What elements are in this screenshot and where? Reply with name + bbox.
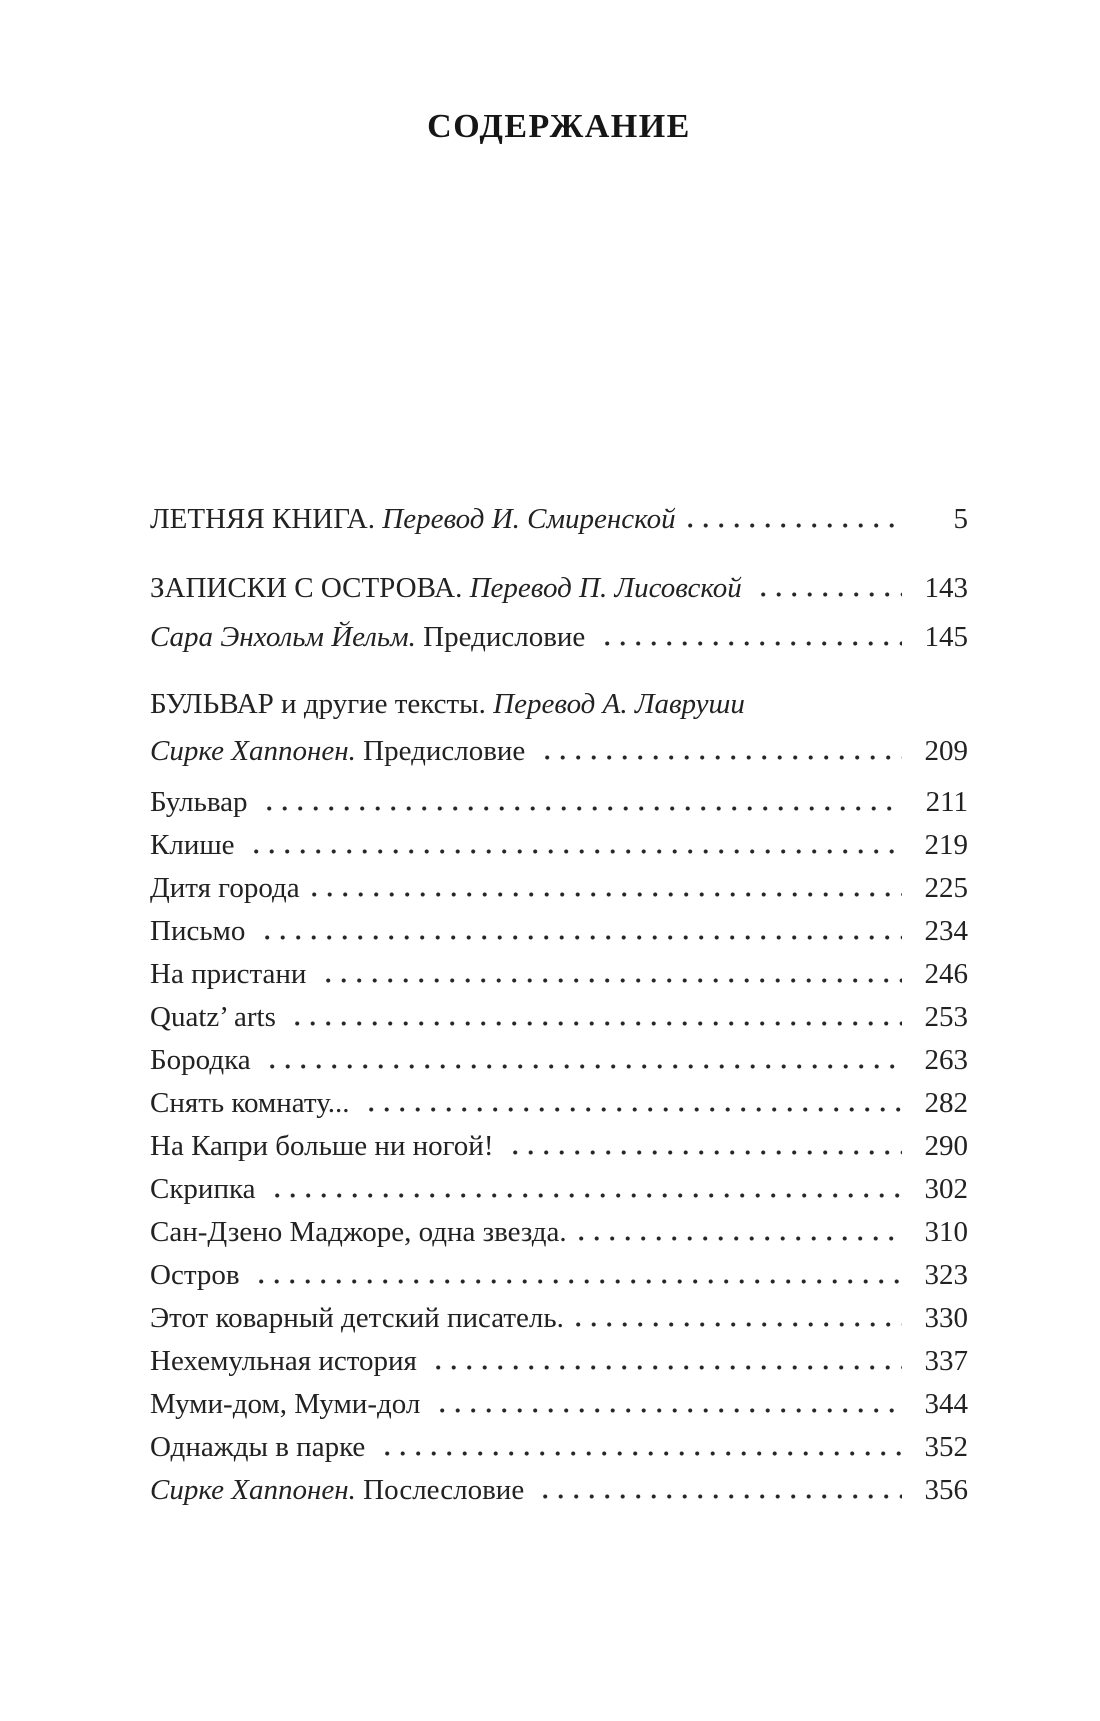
toc-entry	[150, 567, 968, 610]
toc-entry-title	[150, 1426, 373, 1469]
toc-entry	[150, 953, 968, 996]
toc-entry-title	[150, 730, 533, 773]
dot-leader	[295, 1021, 902, 1026]
toc-entry-title	[150, 996, 283, 1039]
toc-entry	[150, 616, 968, 659]
toc-entry-page-number: 211	[925, 786, 968, 818]
toc-entry-segment: БУЛЬВАР и другие тексты.	[150, 688, 494, 720]
toc-entry-title	[150, 1211, 567, 1254]
toc-entry-segment: На Капри больше ни ногой!	[150, 1130, 501, 1162]
toc-entry-italic-segment: Перевод И. Смиренской	[382, 503, 676, 535]
toc-entry-title	[150, 616, 593, 659]
dot-leader	[543, 1494, 902, 1499]
dot-leader	[545, 755, 902, 760]
dot-leader	[576, 1322, 902, 1327]
toc-entry-page-number: 323	[924, 1259, 968, 1291]
dot-leader	[579, 1236, 902, 1241]
toc-entry	[150, 1297, 968, 1340]
toc-entry	[150, 867, 968, 910]
toc-entry-segment: Бульвар	[150, 786, 255, 818]
toc-entry-title	[150, 683, 745, 726]
toc-entry	[150, 1039, 968, 1082]
toc-entry	[150, 781, 968, 824]
toc-entry-segment: Скрипка	[150, 1173, 263, 1205]
toc-entry	[150, 1469, 968, 1512]
toc-entry-page-number: 302	[924, 1173, 968, 1205]
toc-entry-italic-segment: Перевод А. Лавруши	[493, 688, 745, 720]
toc-entry-segment: Послесловие	[363, 1474, 532, 1506]
toc-entry	[150, 1254, 968, 1297]
dot-leader	[312, 892, 902, 897]
toc-entry	[150, 1383, 968, 1426]
dot-leader	[259, 1279, 902, 1284]
toc-entry-segment: Бородка	[150, 1044, 258, 1076]
toc-entry-title	[150, 1125, 501, 1168]
toc-entry	[150, 683, 968, 726]
toc-entry-segment: Письмо	[150, 915, 253, 947]
dot-leader	[275, 1193, 902, 1198]
toc-entry	[150, 1125, 968, 1168]
toc-entry-page-number: 246	[924, 958, 968, 990]
dot-leader	[440, 1408, 902, 1413]
dot-leader	[513, 1150, 902, 1155]
toc-entry-italic-segment: Сирке Хаппонен.	[150, 1474, 364, 1506]
toc-entry-title	[150, 1039, 258, 1082]
toc-entry-page-number: 344	[924, 1388, 968, 1420]
toc-entry-page-number: 337	[924, 1345, 968, 1377]
toc-entry-title	[150, 910, 253, 953]
toc-entry-segment: Снять комнату...	[150, 1087, 357, 1119]
toc-entry-page-number: 310	[924, 1216, 968, 1248]
toc-entry	[150, 1211, 968, 1254]
toc-entry-page-number: 209	[924, 735, 968, 767]
toc-entry-page-number: 356	[924, 1474, 968, 1506]
dot-leader	[265, 935, 902, 940]
toc-entry-segment: Однажды в парке	[150, 1431, 373, 1463]
dot-leader	[761, 592, 902, 597]
toc-entry	[150, 1168, 968, 1211]
toc-entry-italic-segment: Сара Энхольм Йельм.	[150, 621, 424, 653]
toc-entry-segment: Сан-Дзено Маджоре, одна звезда.	[150, 1216, 567, 1248]
dot-leader	[605, 641, 902, 646]
toc-entry-title	[150, 824, 242, 867]
dot-leader	[436, 1365, 902, 1370]
dot-leader	[254, 849, 902, 854]
toc-entry-segment: ЗАПИСКИ С ОСТРОВА.	[150, 572, 470, 604]
toc-entry	[150, 824, 968, 867]
toc-entry	[150, 1082, 968, 1125]
toc-entry-segment: Этот коварный детский писатель.	[150, 1302, 564, 1334]
toc-entry-page-number: 234	[924, 915, 968, 947]
toc-entry-title	[150, 498, 676, 541]
toc-entry-segment: Дитя города	[150, 872, 300, 904]
dot-leader	[385, 1451, 902, 1456]
toc-entry-page-number: 282	[924, 1087, 968, 1119]
toc-entry-segment: Нехемульная история	[150, 1345, 425, 1377]
dot-leader	[369, 1107, 902, 1112]
toc-entry	[150, 1426, 968, 1469]
toc-entry-page-number: 330	[924, 1302, 968, 1334]
toc-entry-page-number: 263	[924, 1044, 968, 1076]
toc-entry-title	[150, 1383, 428, 1426]
toc-entry-title	[150, 1297, 564, 1340]
toc-entry-title	[150, 567, 749, 610]
toc-entry-segment: ЛЕТНЯЯ КНИГА.	[150, 503, 383, 535]
toc-entry-page-number: 145	[924, 621, 968, 653]
toc-entry	[150, 730, 968, 773]
toc-entry-title	[150, 781, 255, 824]
toc-entry-segment: Клише	[150, 829, 242, 861]
toc-entry	[150, 996, 968, 1039]
toc-entry-title	[150, 1469, 531, 1512]
toc-entry-page-number: 352	[924, 1431, 968, 1463]
toc-entry-title	[150, 1340, 424, 1383]
toc-entry	[150, 910, 968, 953]
toc-entry-title	[150, 1168, 263, 1211]
toc-entry-page-number: 5	[953, 503, 968, 535]
dot-leader	[688, 523, 902, 528]
toc-entry-title	[150, 867, 300, 910]
page-title: СОДЕРЖАНИЕ	[427, 108, 691, 145]
table-of-contents	[150, 498, 968, 1512]
dot-leader	[267, 806, 902, 811]
toc-entry-title	[150, 953, 314, 996]
toc-entry-italic-segment: Сирке Хаппонен.	[150, 735, 364, 767]
toc-entry-page-number: 219	[924, 829, 968, 861]
dot-leader	[270, 1064, 902, 1069]
toc-entry-title	[150, 1082, 357, 1125]
toc-entry-segment: Муми-дом, Муми-дол	[150, 1388, 428, 1420]
dot-leader	[326, 978, 902, 983]
toc-entry-page-number: 143	[924, 572, 968, 604]
toc-entry-segment: Остров	[150, 1259, 247, 1291]
toc-entry-page-number: 290	[924, 1130, 968, 1162]
toc-entry-segment: Quatz’ arts	[150, 1001, 284, 1033]
toc-entry	[150, 1340, 968, 1383]
toc-entry	[150, 498, 968, 541]
toc-entry-page-number: 253	[924, 1001, 968, 1033]
toc-entry-segment: Предисловие	[363, 735, 533, 767]
toc-entry-page-number: 225	[924, 872, 968, 904]
toc-entry-segment: На пристани	[150, 958, 314, 990]
toc-entry-italic-segment: Перевод П. Лисовской	[469, 572, 750, 604]
toc-entry-title	[150, 1254, 247, 1297]
toc-entry-segment: Предисловие	[423, 621, 593, 653]
